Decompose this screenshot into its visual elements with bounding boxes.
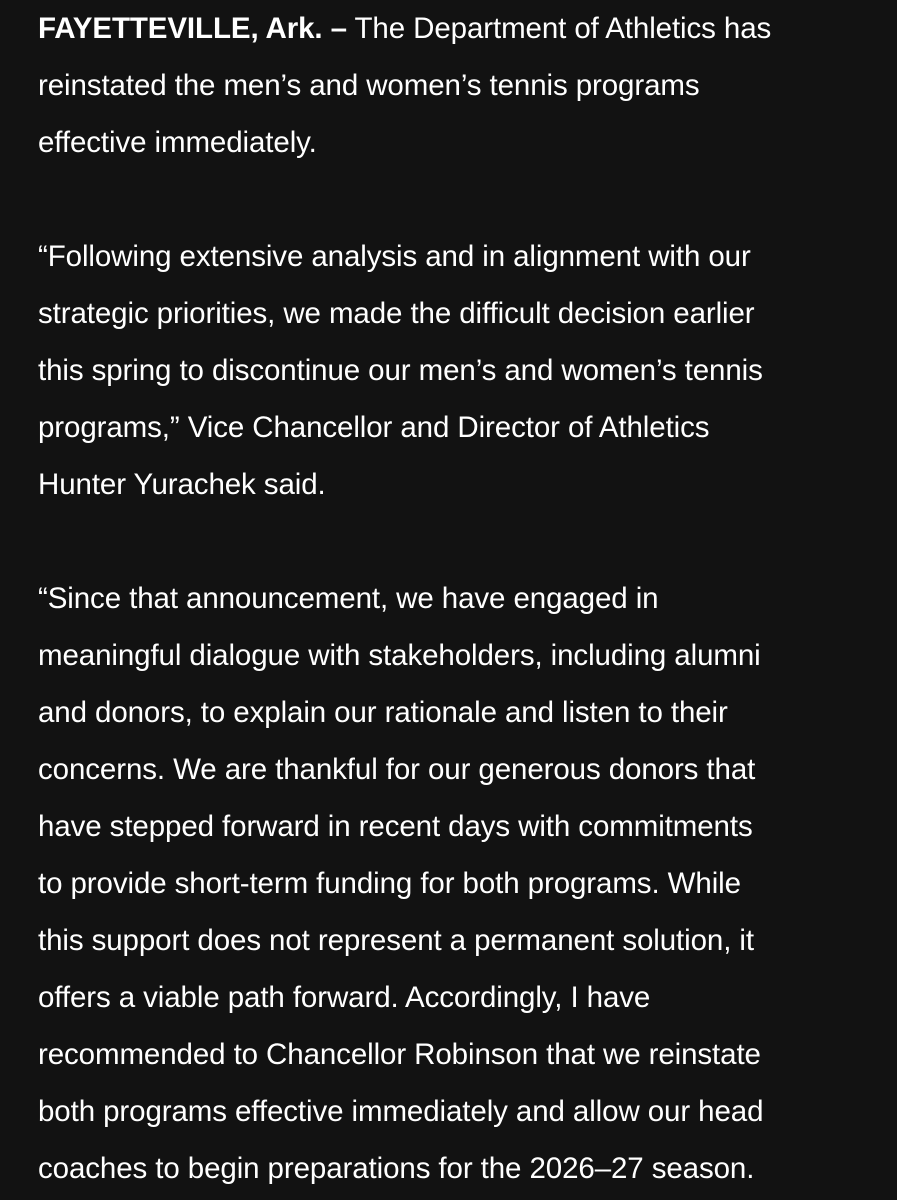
paragraph-quote-1 xyxy=(38,228,863,513)
paragraph-quote-2 xyxy=(38,570,863,1197)
text-line: reinstated the men’s and women’s tennis programs xyxy=(38,69,700,102)
article-body xyxy=(38,0,863,1197)
text-line: offers a viable path forward. Accordingly, I have xyxy=(38,981,651,1014)
text-line: both programs effective immediately and allow our head xyxy=(38,1095,764,1128)
text-line: to provide short-term funding for both programs. While xyxy=(38,867,741,900)
text-line: coaches to begin preparations for the 2026–27 season. xyxy=(38,1152,755,1185)
text-line: concerns. We are thankful for our generous donors that xyxy=(38,753,756,786)
text-line: strategic priorities, we made the difficult decision earlier xyxy=(38,297,755,330)
text-line: “Since that announcement, we have engaged in xyxy=(38,582,659,615)
dateline: FAYETTEVILLE, Ark. – xyxy=(38,12,347,45)
text-line-content: The Department of Athletics has xyxy=(346,12,772,45)
text-line: have stepped forward in recent days with commitments xyxy=(38,810,753,843)
text-line xyxy=(38,0,863,57)
text-line: Hunter Yurachek said. xyxy=(38,468,326,501)
text-line: programs,” Vice Chancellor and Director of Athletics xyxy=(38,411,710,444)
text-line: effective immediately. xyxy=(38,126,317,159)
text-line: this spring to discontinue our men’s and women’s tennis xyxy=(38,354,763,387)
text-line: meaningful dialogue with stakeholders, including alumni xyxy=(38,639,761,672)
text-line: and donors, to explain our rationale and listen to their xyxy=(38,696,728,729)
text-line: this support does not represent a permanent solution, it xyxy=(38,924,754,957)
text-line: “Following extensive analysis and in alignment with our xyxy=(38,240,751,273)
text-line: recommended to Chancellor Robinson that we reinstate xyxy=(38,1038,761,1071)
paragraph-announcement xyxy=(38,0,863,171)
